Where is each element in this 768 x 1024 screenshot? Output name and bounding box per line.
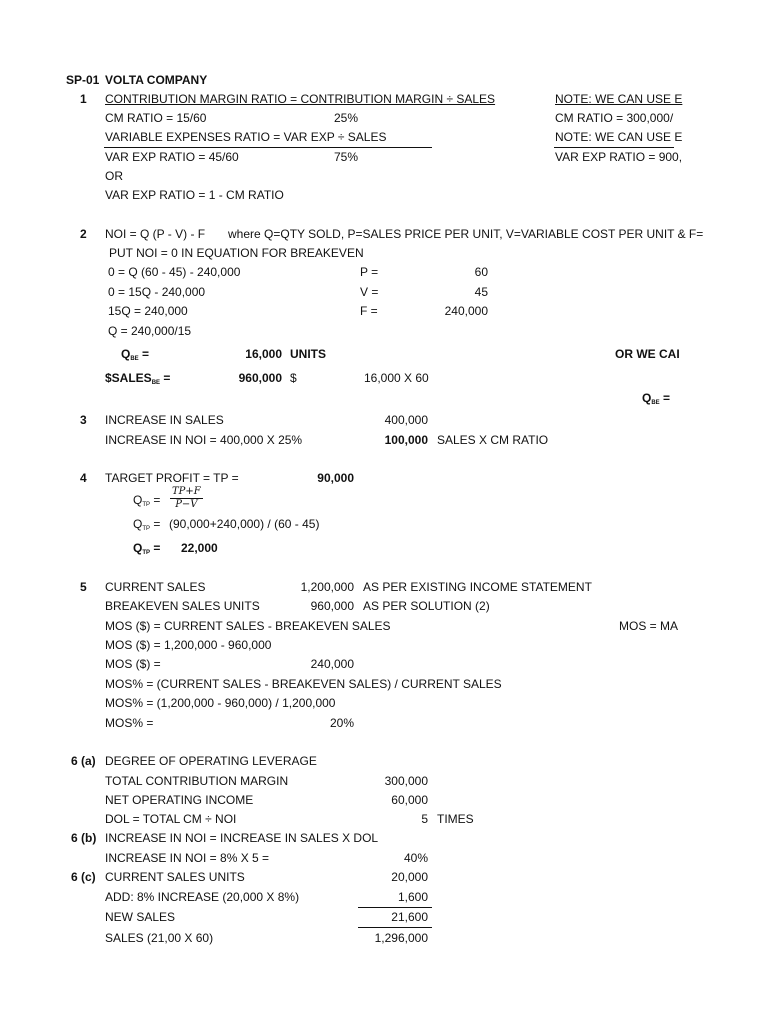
p-value: 60 [474, 265, 488, 279]
breakeven-sales-units-value: 960,000 [310, 599, 354, 613]
total-cm-value: 300,000 [384, 774, 428, 788]
dol-title: DEGREE OF OPERATING LEVERAGE [105, 754, 317, 768]
step-number-2: 2 [80, 227, 87, 241]
target-quantity-label: $Q_{TP}$ = [133, 541, 161, 556]
increase-units-label: ADD: 8% INCREASE (20,000 X 8%) [105, 890, 300, 904]
target-quantity-label: $Q_{TP}$ = [133, 517, 161, 532]
increase-in-sales-label: INCREASE IN SALES [105, 413, 224, 427]
step-number-1: 1 [80, 92, 87, 106]
noi-increase-calc: INCREASE IN NOI = 8% X 5 = [105, 851, 270, 865]
noi-label: NET OPERATING INCOME [105, 793, 254, 807]
v-value: 45 [474, 285, 488, 299]
f-label: F = [360, 304, 378, 318]
target-profit-value: 90,000 [317, 471, 354, 485]
mos-percent-formula: MOS% = (CURRENT SALES - BREAKEVEN SALES) / CURRENT SALES [105, 677, 502, 691]
current-sales-value: 1,200,000 [300, 580, 354, 594]
mos-calc: MOS ($) = 1,200,000 - 960,000 [105, 638, 272, 652]
step-number-6b: 6 (b) [71, 831, 97, 845]
current-sales-label: CURRENT SALES [105, 580, 206, 594]
company-title: VOLTA COMPANY [105, 73, 208, 87]
step-number-4: 4 [80, 471, 87, 485]
var-exp-formula: VARIABLE EXPENSES RATIO = VAR EXP ÷ SALES [105, 130, 387, 144]
target-quantity-calc: (90,000+240,000) / (60 - 45) [169, 517, 320, 531]
breakeven-units-label: $Q_{BE}$ = [121, 347, 150, 362]
increase-in-noi-value: 100,000 [384, 433, 428, 447]
dol-value: 5 [421, 812, 428, 826]
p-label: P = [360, 265, 379, 279]
mos-percent-calc: MOS% = (1,200,000 - 960,000) / 1,200,000 [105, 696, 336, 710]
divider-line [104, 147, 432, 148]
total-cm-label: TOTAL CONTRIBUTION MARGIN [105, 774, 289, 788]
increase-units-value: 1,600 [397, 890, 428, 904]
equation-line-1: 0 = Q (60 - 45) - 240,000 [108, 265, 241, 279]
increase-in-noi-label: INCREASE IN NOI = 400,000 X 25% [105, 433, 303, 447]
units-label: UNITS [290, 347, 326, 361]
cm-ratio-formula: CONTRIBUTION MARGIN RATIO = CONTRIBUTION MARGIN ÷ SALES [105, 92, 496, 106]
fraction-numerator: TP+F [172, 486, 201, 497]
noi-increase-value: 40% [403, 851, 428, 865]
increase-in-noi-note: SALES X CM RATIO [437, 433, 549, 447]
target-profit-label: TARGET PROFIT = TP = [105, 471, 239, 485]
noi-increase-formula: INCREASE IN NOI = INCREASE IN SALES X DOL [105, 831, 379, 845]
variable-definitions: where Q=QTY SOLD, P=SALES PRICE PER UNIT, V=VARIABLE COST PER UNIT & F= [228, 227, 704, 241]
mos-formula: MOS ($) = CURRENT SALES - BREAKEVEN SALES [105, 619, 391, 633]
new-sales-dollars-label: SALES (21,00 X 60) [105, 931, 214, 945]
step-number-3: 3 [80, 413, 87, 427]
equation-line-4: Q = 240,000/15 [108, 324, 192, 338]
breakeven-units-value: 16,000 [245, 347, 282, 361]
cm-ratio-value: 25% [334, 111, 359, 125]
dol-unit: TIMES [437, 812, 474, 826]
note-2-calc: VAR EXP RATIO = 900, [555, 150, 683, 164]
var-exp-calc: VAR EXP RATIO = 45/60 [105, 150, 239, 164]
target-quantity-label: $Q_{TP}$ = [133, 493, 161, 508]
dollar-sign: $ [290, 371, 297, 385]
problem-code: SP-01 [66, 73, 100, 87]
equation-line-3: 15Q = 240,000 [108, 304, 188, 318]
breakeven-sales-label: $\$SALES_{BE}$ = [105, 371, 171, 386]
mos-result-value: 240,000 [310, 657, 354, 671]
current-sales-note: AS PER EXISTING INCOME STATEMENT [363, 580, 592, 594]
note-1-calc: CM RATIO = 300,000/ [555, 111, 674, 125]
target-quantity-fraction [170, 486, 203, 511]
dol-formula: DOL = TOTAL CM ÷ NOI [105, 812, 237, 826]
noi-formula: NOI = Q (P - V) - F [105, 227, 206, 241]
new-sales-value: 21,600 [391, 910, 428, 924]
new-sales-dollars-value: 1,296,000 [374, 931, 428, 945]
new-sales-label: NEW SALES [105, 910, 176, 924]
or-we-can-text: OR WE CAI [615, 347, 680, 361]
note-1: NOTE: WE CAN USE E [555, 92, 683, 106]
step-number-5: 5 [80, 580, 87, 594]
divider-line [554, 147, 674, 148]
sum-line [358, 927, 432, 928]
mos-definition: MOS = MA [619, 619, 679, 633]
fraction-denominator: P−V [175, 499, 198, 510]
breakeven-sales-units-note: AS PER SOLUTION (2) [363, 599, 490, 613]
step-number-6a: 6 (a) [71, 754, 96, 768]
breakeven-sales-value: 960,000 [238, 371, 282, 385]
or-text: OR [105, 169, 123, 183]
sum-line [358, 907, 432, 908]
var-exp-alt: VAR EXP RATIO = 1 - CM RATIO [105, 188, 284, 202]
note-2: NOTE: WE CAN USE E [555, 130, 683, 144]
increase-in-sales-value: 400,000 [384, 413, 428, 427]
f-value: 240,000 [444, 304, 488, 318]
equation-line-2: 0 = 15Q - 240,000 [108, 285, 206, 299]
breakeven-units-alt-label: $Q_{BE}$ = [642, 391, 671, 406]
current-units-value: 20,000 [391, 870, 428, 884]
noi-value: 60,000 [391, 793, 428, 807]
cm-ratio-calc: CM RATIO = 15/60 [105, 111, 207, 125]
current-units-label: CURRENT SALES UNITS [105, 870, 245, 884]
breakeven-sales-calc: 16,000 X 60 [364, 371, 429, 385]
mos-percent-value: 20% [329, 716, 354, 730]
breakeven-instruction: PUT NOI = 0 IN EQUATION FOR BREAKEVEN [109, 246, 364, 260]
mos-percent-label: MOS% = [105, 716, 154, 730]
v-label: V = [360, 285, 379, 299]
step-number-6c: 6 (c) [71, 870, 96, 884]
breakeven-sales-units-label: BREAKEVEN SALES UNITS [105, 599, 260, 613]
var-exp-value: 75% [334, 150, 359, 164]
mos-result-label: MOS ($) = [105, 657, 161, 671]
target-quantity-result: 22,000 [181, 541, 218, 555]
